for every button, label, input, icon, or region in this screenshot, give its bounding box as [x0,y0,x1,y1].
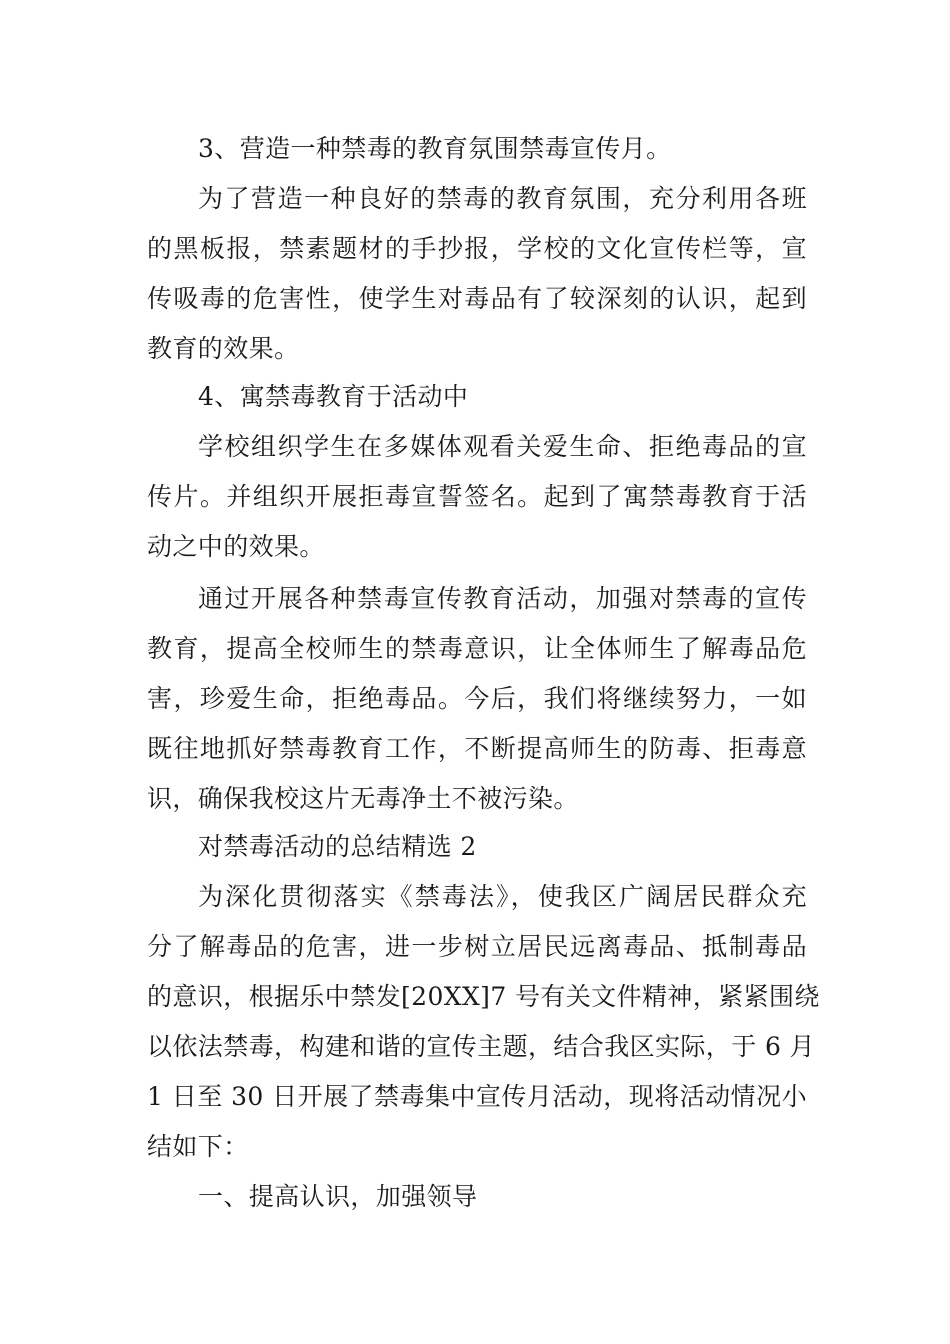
paragraph-line: 识，确保我校这片无毒净土不被污染。 [147,784,579,813]
paragraph-line: 害，珍爱生命，拒绝毒品。今后，我们将继续努力，一如 [147,684,807,713]
section-heading-3: 3、营造一种禁毒的教育氛围禁毒宣传月。 [198,134,672,163]
paragraph-line: 结如下： [147,1132,249,1161]
paragraph-line: 以依法禁毒，构建和谐的宣传主题，结合我区实际，于 6 月 [147,1032,816,1061]
paragraph-line: 为深化贯彻落实《禁毒法》，使我区广阔居民群众充 [198,882,807,911]
paragraph-line: 的黑板报，禁素题材的手抄报，学校的文化宣传栏等，宣 [147,234,807,263]
section-heading-4: 4、寓禁毒教育于活动中 [198,382,469,411]
paragraph-line: 1 日至 30 日开展了禁毒集中宣传月活动，现将活动情况小 [147,1082,807,1111]
paragraph-line: 传片。并组织开展拒毒宣誓签名。起到了寓禁毒教育于活 [147,482,807,511]
paragraph-line: 教育，提高全校师生的禁毒意识，让全体师生了解毒品危 [147,634,807,663]
paragraph-line: 分了解毒品的危害，进一步树立居民远离毒品、抵制毒品 [147,932,807,961]
paragraph-line: 通过开展各种禁毒宣传教育活动，加强对禁毒的宣传 [198,584,807,613]
section-title: 对禁毒活动的总结精选 2 [198,832,477,861]
paragraph-line: 教育的效果。 [147,334,300,363]
paragraph-line: 动之中的效果。 [147,532,325,561]
paragraph-line: 学校组织学生在多媒体观看关爱生命、拒绝毒品的宣 [198,432,807,461]
section-heading-1: 一、提高认识，加强领导 [198,1182,478,1211]
paragraph-line: 既往地抓好禁毒教育工作，不断提高师生的防毒、拒毒意 [147,734,807,763]
paragraph-line: 为了营造一种良好的禁毒的教育氛围，充分利用各班 [198,184,807,213]
paragraph-line: 传吸毒的危害性，使学生对毒品有了较深刻的认识，起到 [147,284,807,313]
paragraph-line: 的意识，根据乐中禁发[20XX]7 号有关文件精神，紧紧围绕 [147,982,820,1011]
